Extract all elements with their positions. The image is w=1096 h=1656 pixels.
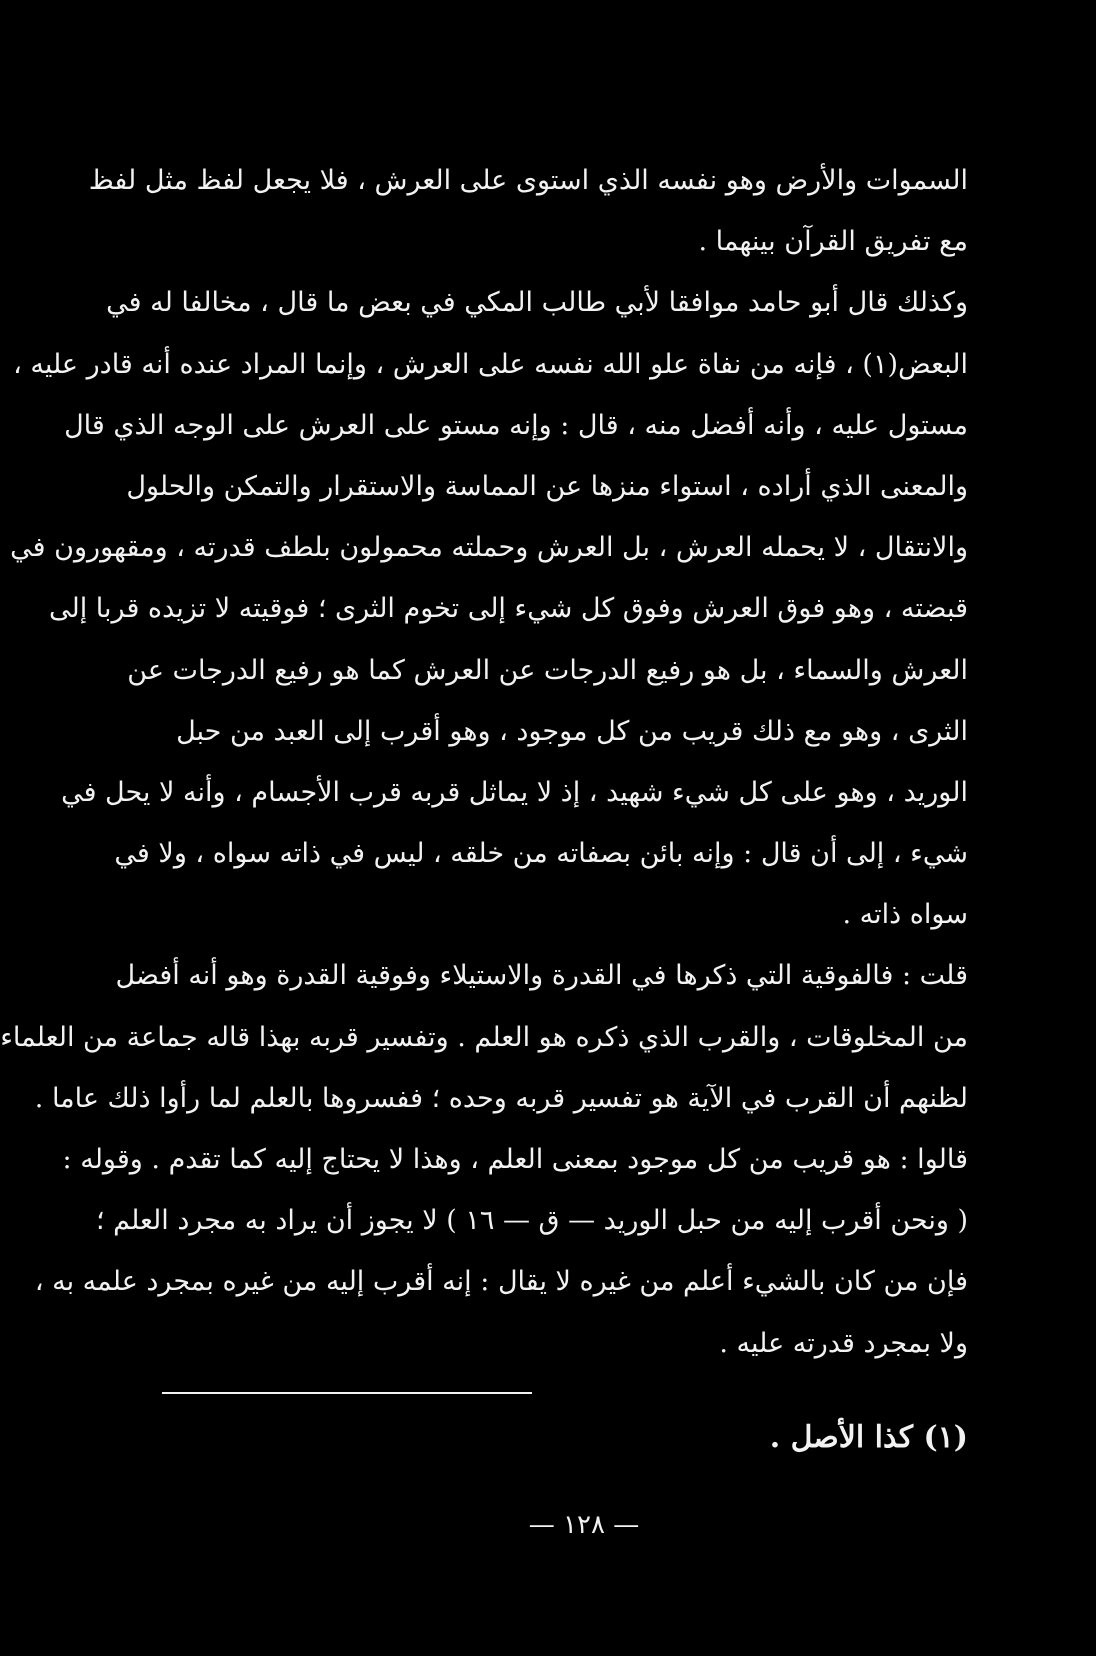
text-line: العرش والسماء ، بل هو رفيع الدرجات عن العرش كما هو رفيع الدرجات عن	[127, 654, 968, 686]
text-line: مستول عليه ، وأنه أفضل منه ، قال : وإنه مستو على العرش على الوجه الذي قال	[64, 409, 968, 441]
text-line: السموات والأرض وهو نفسه الذي استوى على العرش ، فلا يجعل لفظ مثل لفظ	[88, 165, 968, 196]
footnote: (١) كذا الأصل .	[769, 1420, 968, 1455]
text-line: سواه ذاته .	[842, 899, 968, 931]
body-text	[0, 150, 968, 1374]
text-line: والمعنى الذي أراده ، استواء منزها عن المماسة والاستقرار والتمكن والحلول	[126, 470, 968, 502]
footnote-divider	[162, 1392, 532, 1394]
page-number: — ١٢٨ —	[528, 1510, 640, 1540]
text-line: البعض(١) ، فإنه من نفاة علو الله نفسه على العرش ، وإنما المراد عنده أنه قادر عليه ،	[13, 348, 968, 380]
text-line: والانتقال ، لا يحمله العرش ، بل العرش وحملته محمولون بلطف قدرته ، ومقهورون في	[10, 532, 968, 564]
text-line: قلت : فالفوقية التي ذكرها في القدرة والاستيلاء وفوقية القدرة وهو أنه أفضل	[115, 960, 968, 992]
text-line: قالوا : هو قريب من كل موجود بمعنى العلم ، وهذا لا يحتاج إليه كما تقدم . وقوله :	[62, 1144, 968, 1175]
text-line: ولا بمجرد قدرته عليه .	[719, 1327, 968, 1359]
text-line: فإن من كان بالشيء أعلم من غيره لا يقال : إنه أقرب إليه من غيره بمجرد علمه به ،	[34, 1266, 968, 1298]
text-line: لظنهم أن القرب في الآية هو تفسير قربه وحده ؛ ففسروها بالعلم لما رأوا ذلك عاما .	[34, 1082, 968, 1114]
text-line: شيء ، إلى أن قال : وإنه بائن بصفاته من خلقه ، ليس في ذاته سواه ، ولا في	[114, 838, 968, 870]
text-line: من المخلوقات ، والقرب الذي ذكره هو العلم . وتفسير قربه بهذا قاله جماعة من العلماء	[0, 1021, 968, 1053]
text-line: الثرى ، وهو مع ذلك قريب من كل موجود ، وهو أقرب إلى العبد من حبل	[176, 715, 968, 747]
text-line: قبضته ، وهو فوق العرش وفوق كل شيء إلى تخوم الثرى ؛ فوقيته لا تزيده قربا إلى	[48, 593, 968, 625]
text-line: مع تفريق القرآن بينهما .	[698, 226, 968, 258]
text-line: الوريد ، وهو على كل شيء شهيد ، إذ لا يماثل قربه قرب الأجسام ، وأنه لا يحل في	[61, 776, 968, 808]
text-line: ( ونحن أقرب إليه من حبل الوريد — ق — ١٦ ) لا يجوز أن يراد به مجرد العلم ؛	[95, 1205, 968, 1237]
text-line: وكذلك قال أبو حامد موافقا لأبي طالب المكي في بعض ما قال ، مخالفا له في	[106, 287, 968, 319]
